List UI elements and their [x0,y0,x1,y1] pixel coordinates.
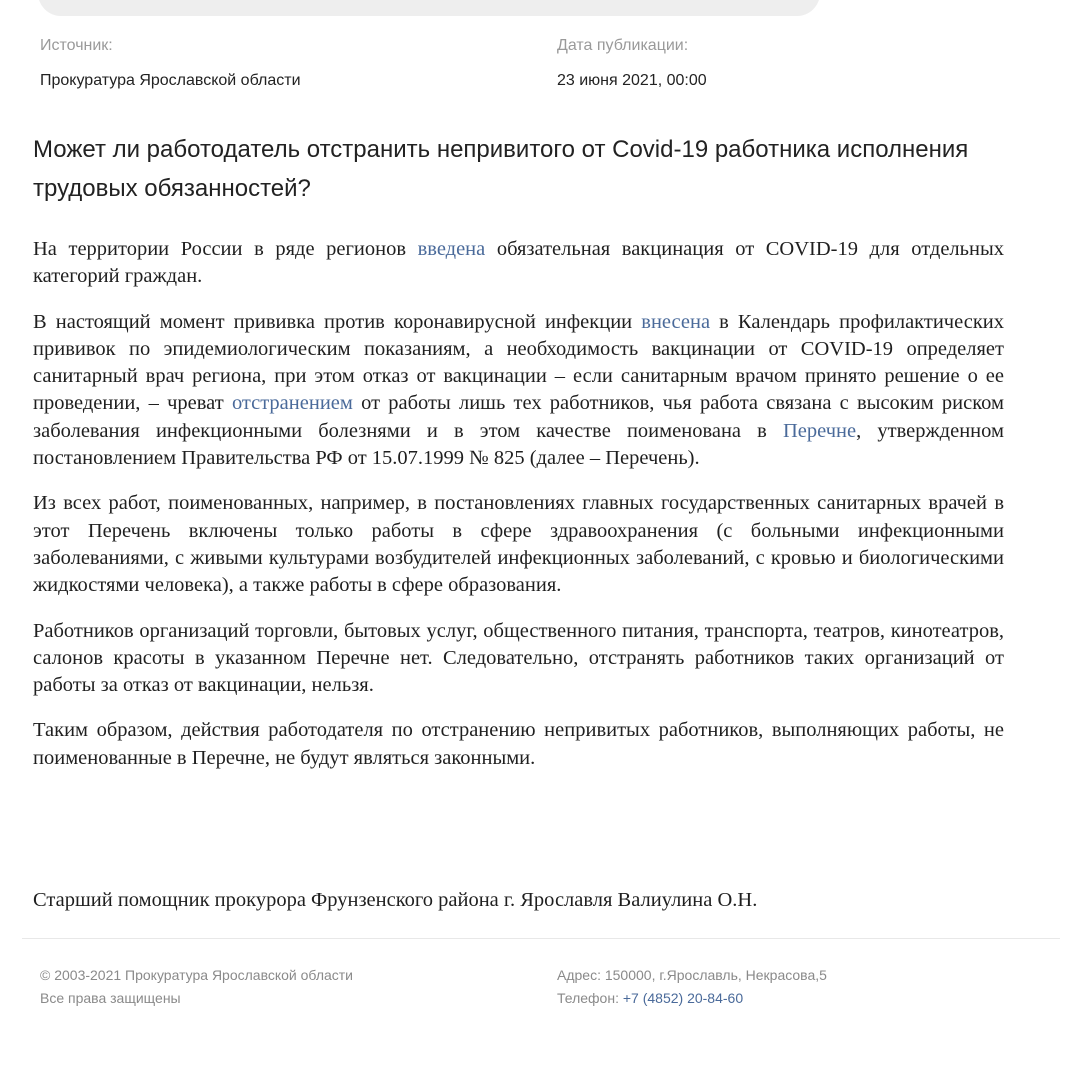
paragraph-2 [33,309,1004,473]
source-value: Прокуратура Ярославской области [40,72,301,89]
article-title: Может ли работодатель отстранить непривитого от Covid-19 работника исполнения трудовых обязанностей? [33,136,969,202]
article-meta [40,36,1040,98]
footer-address: Адрес: 150000, г.Ярославль, Некрасова,5 [557,967,827,983]
link-otstraneniem[interactable]: отстранением [231,392,353,415]
article-signature: Старший помощник прокурора Фрунзенского района г. Ярославля Валиулина О.Н. [33,889,758,911]
footer-left [40,964,353,1010]
article-body [33,236,1004,790]
paragraph-2-text-1: В настоящий момент прививка против коронавирусной инфекции [33,310,642,333]
paragraph-1 [33,236,1004,291]
paragraph-2-text-4: , утвержденном постановлением Правительства РФ от 15.07.1999 № 825 (далее – Перечень). [33,419,1004,470]
paragraph-1-text-1: На территории России в ряде регионов [33,238,418,260]
link-vnesena[interactable]: внесена [641,310,711,333]
footer-phone-link[interactable]: +7 (4852) 20-84-60 [622,990,744,1006]
date-value: 23 июня 2021, 00:00 [557,72,707,89]
footer-copyright: © 2003-2021 Прокуратура Ярославской области [40,967,354,983]
date-label: Дата публикации: [557,37,689,54]
date-block [557,36,707,91]
footer-right [557,964,827,1010]
top-search-bar[interactable] [38,0,820,16]
paragraph-2-text-2: в Календарь профилактических прививок по эпидемиологическим показаниям, а необходимость вакцинации от COVID-19 определяет санитарный врач региона, при этом отказ от вакцинации – если санитарным врачом принято решение о ее проведении, – чреват [33,310,1005,415]
link-perechne[interactable]: Перечне [783,419,857,442]
footer-divider [22,938,1060,939]
footer-phone-label: Телефон: [557,990,623,1006]
paragraph-5: Таким образом, действия работодателя по отстранению непривитых работников, выполняющих работы, не поименованные в Перечне, не будут являться законными. [33,719,1004,769]
footer-rights: Все права защищены [40,990,181,1006]
source-block [40,36,301,91]
paragraph-2-text-3: от работы лишь тех работников, чья работа связана с высоким риском заболевания инфекционными болезнями и в этом качестве поименована в [33,392,1004,442]
paragraph-3: Из всех работ, поименованных, например, в постановлениях главных государственных санитарных врачей в этот Перечень включены только работы в сфере здравоохранения (с больными инфекционными заболеваниями, с живыми культурами возбудителей инфекционных заболеваний, с кровью и биологическими жидкостями человека), а также работы в сфере образования. [33,492,1004,597]
footer-phone [557,987,827,1010]
paragraph-1-text-2: обязательная вакцинация от COVID-19 для отдельных категорий граждан. [33,238,1004,288]
paragraph-4: Работников организаций торговли, бытовых услуг, общественного питания, транспорта, театров, кинотеатров, салонов красоты в указанном Перечне нет. Следовательно, отстранять работников таких организаций от работы за отказ от вакцинации, нельзя. [33,619,1004,697]
link-vvedena[interactable]: введена [417,238,486,260]
source-label: Источник: [40,37,113,54]
